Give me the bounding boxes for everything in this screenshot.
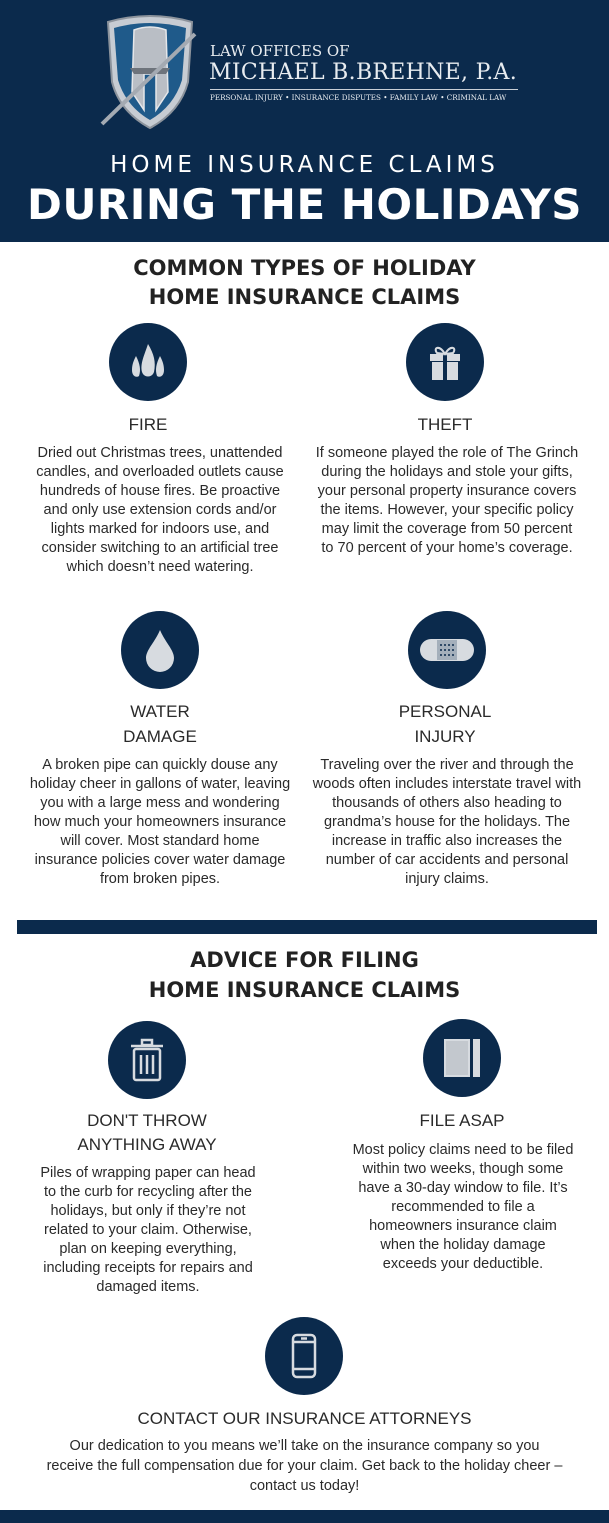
gift-icon-circle xyxy=(406,323,484,401)
water-drop-icon xyxy=(143,628,177,672)
water-damage-label-line1: WATER xyxy=(130,702,190,721)
water-damage-text: A broken pipe can quickly douse any holiday cheer in gallons of water, leaving you with a large mess and wondering how much your homeowners insurance will cover. Most standard home insurance policies cover water damage from broken pipes. xyxy=(29,757,291,887)
phone-icon-circle xyxy=(265,1317,343,1395)
personal-injury-text: Traveling over the river and through the woods often includes interstate travel with thousands of others also heading to grandma’s house for the holidays. The increase in traffic also increases the number of car accidents and personal injury claims. xyxy=(312,757,582,887)
trash-icon-circle xyxy=(108,1021,186,1099)
logo-practice-areas xyxy=(210,93,506,102)
notebook-icon-circle xyxy=(423,1019,501,1097)
practice-area: INSURANCE DISPUTES xyxy=(291,93,381,102)
theft-text: If someone played the role of The Grinch during the holidays and stole your gifts, your personal property insurance covers the items. However, your specific policy may limit the coverage from 50 percent to 70 percent of your home’s coverage. xyxy=(315,445,579,556)
logo-divider xyxy=(210,89,518,90)
bandage-icon xyxy=(419,637,475,663)
section2-title-line2: HOME INSURANCE CLAIMS xyxy=(148,978,461,1002)
section2-title-line1: ADVICE FOR FILING xyxy=(190,948,419,972)
bandage-icon-circle xyxy=(408,611,486,689)
fire-icon xyxy=(128,342,168,382)
dont-throw-label-line1: DON'T THROW xyxy=(87,1111,207,1130)
fire-text: Dried out Christmas trees, unattended candles, and overloaded outlets cause hundreds of house fires. Be proactive and only use extension cords and/or lights marked for indoors use, and consider switching to an artificial tree which doesn’t need watering. xyxy=(36,445,284,575)
header-banner xyxy=(0,0,609,242)
water-drop-icon-circle xyxy=(121,611,199,689)
logo-line1: LAW OFFICES OF xyxy=(210,42,350,60)
fire-icon-circle xyxy=(109,323,187,401)
header-title: DURING THE HOLIDAYS xyxy=(26,180,583,229)
notebook-icon xyxy=(442,1037,482,1079)
section1-title-line2: HOME INSURANCE CLAIMS xyxy=(148,285,461,309)
file-asap-label: FILE ASAP xyxy=(419,1111,505,1130)
practice-area: FAMILY LAW xyxy=(389,93,438,102)
water-damage-label-line2: DAMAGE xyxy=(123,727,197,746)
file-asap-text: Most policy claims need to be filed within two weeks, though some have a 30-day window to file. It’s recommended to file a homeowners insurance claim when the holiday damage exceeds your deductible. xyxy=(352,1142,574,1272)
separator-dot: • xyxy=(380,93,390,102)
separator-dot: • xyxy=(282,93,292,102)
footer-bar xyxy=(0,1510,609,1523)
personal-injury-label-line1: PERSONAL xyxy=(398,702,492,721)
phone-icon xyxy=(291,1333,317,1379)
trash-icon xyxy=(129,1038,165,1082)
contact-text: Our dedication to you means we’ll take on the insurance company so you receive the full compensation due for your claim. Get back to the holiday cheer – contact us today! xyxy=(46,1438,563,1494)
personal-injury-label-line2: INJURY xyxy=(414,727,476,746)
separator-dot: • xyxy=(437,93,447,102)
practice-area: PERSONAL INJURY xyxy=(210,93,283,102)
shield-helmet-logo-icon xyxy=(100,12,200,130)
logo-firm-name: MICHAEL B.BREHNE, P.A. xyxy=(209,60,518,85)
theft-label: THEFT xyxy=(417,415,473,434)
section-divider xyxy=(17,920,597,934)
section1-title-line1: COMMON TYPES OF HOLIDAY xyxy=(133,256,476,280)
contact-title: CONTACT OUR INSURANCE ATTORNEYS xyxy=(137,1409,472,1428)
fire-label: FIRE xyxy=(128,415,168,434)
practice-area: CRIMINAL LAW xyxy=(446,93,507,102)
header-subtitle: HOME INSURANCE CLAIMS xyxy=(110,152,499,178)
dont-throw-label-line2: ANYTHING AWAY xyxy=(77,1135,217,1154)
gift-icon xyxy=(425,342,465,382)
dont-throw-text: Piles of wrapping paper can head to the curb for recycling after the holidays, but only if they’re not related to your claim. Otherwise, plan on keeping everything, including receipts for repairs and damaged items. xyxy=(40,1165,256,1295)
